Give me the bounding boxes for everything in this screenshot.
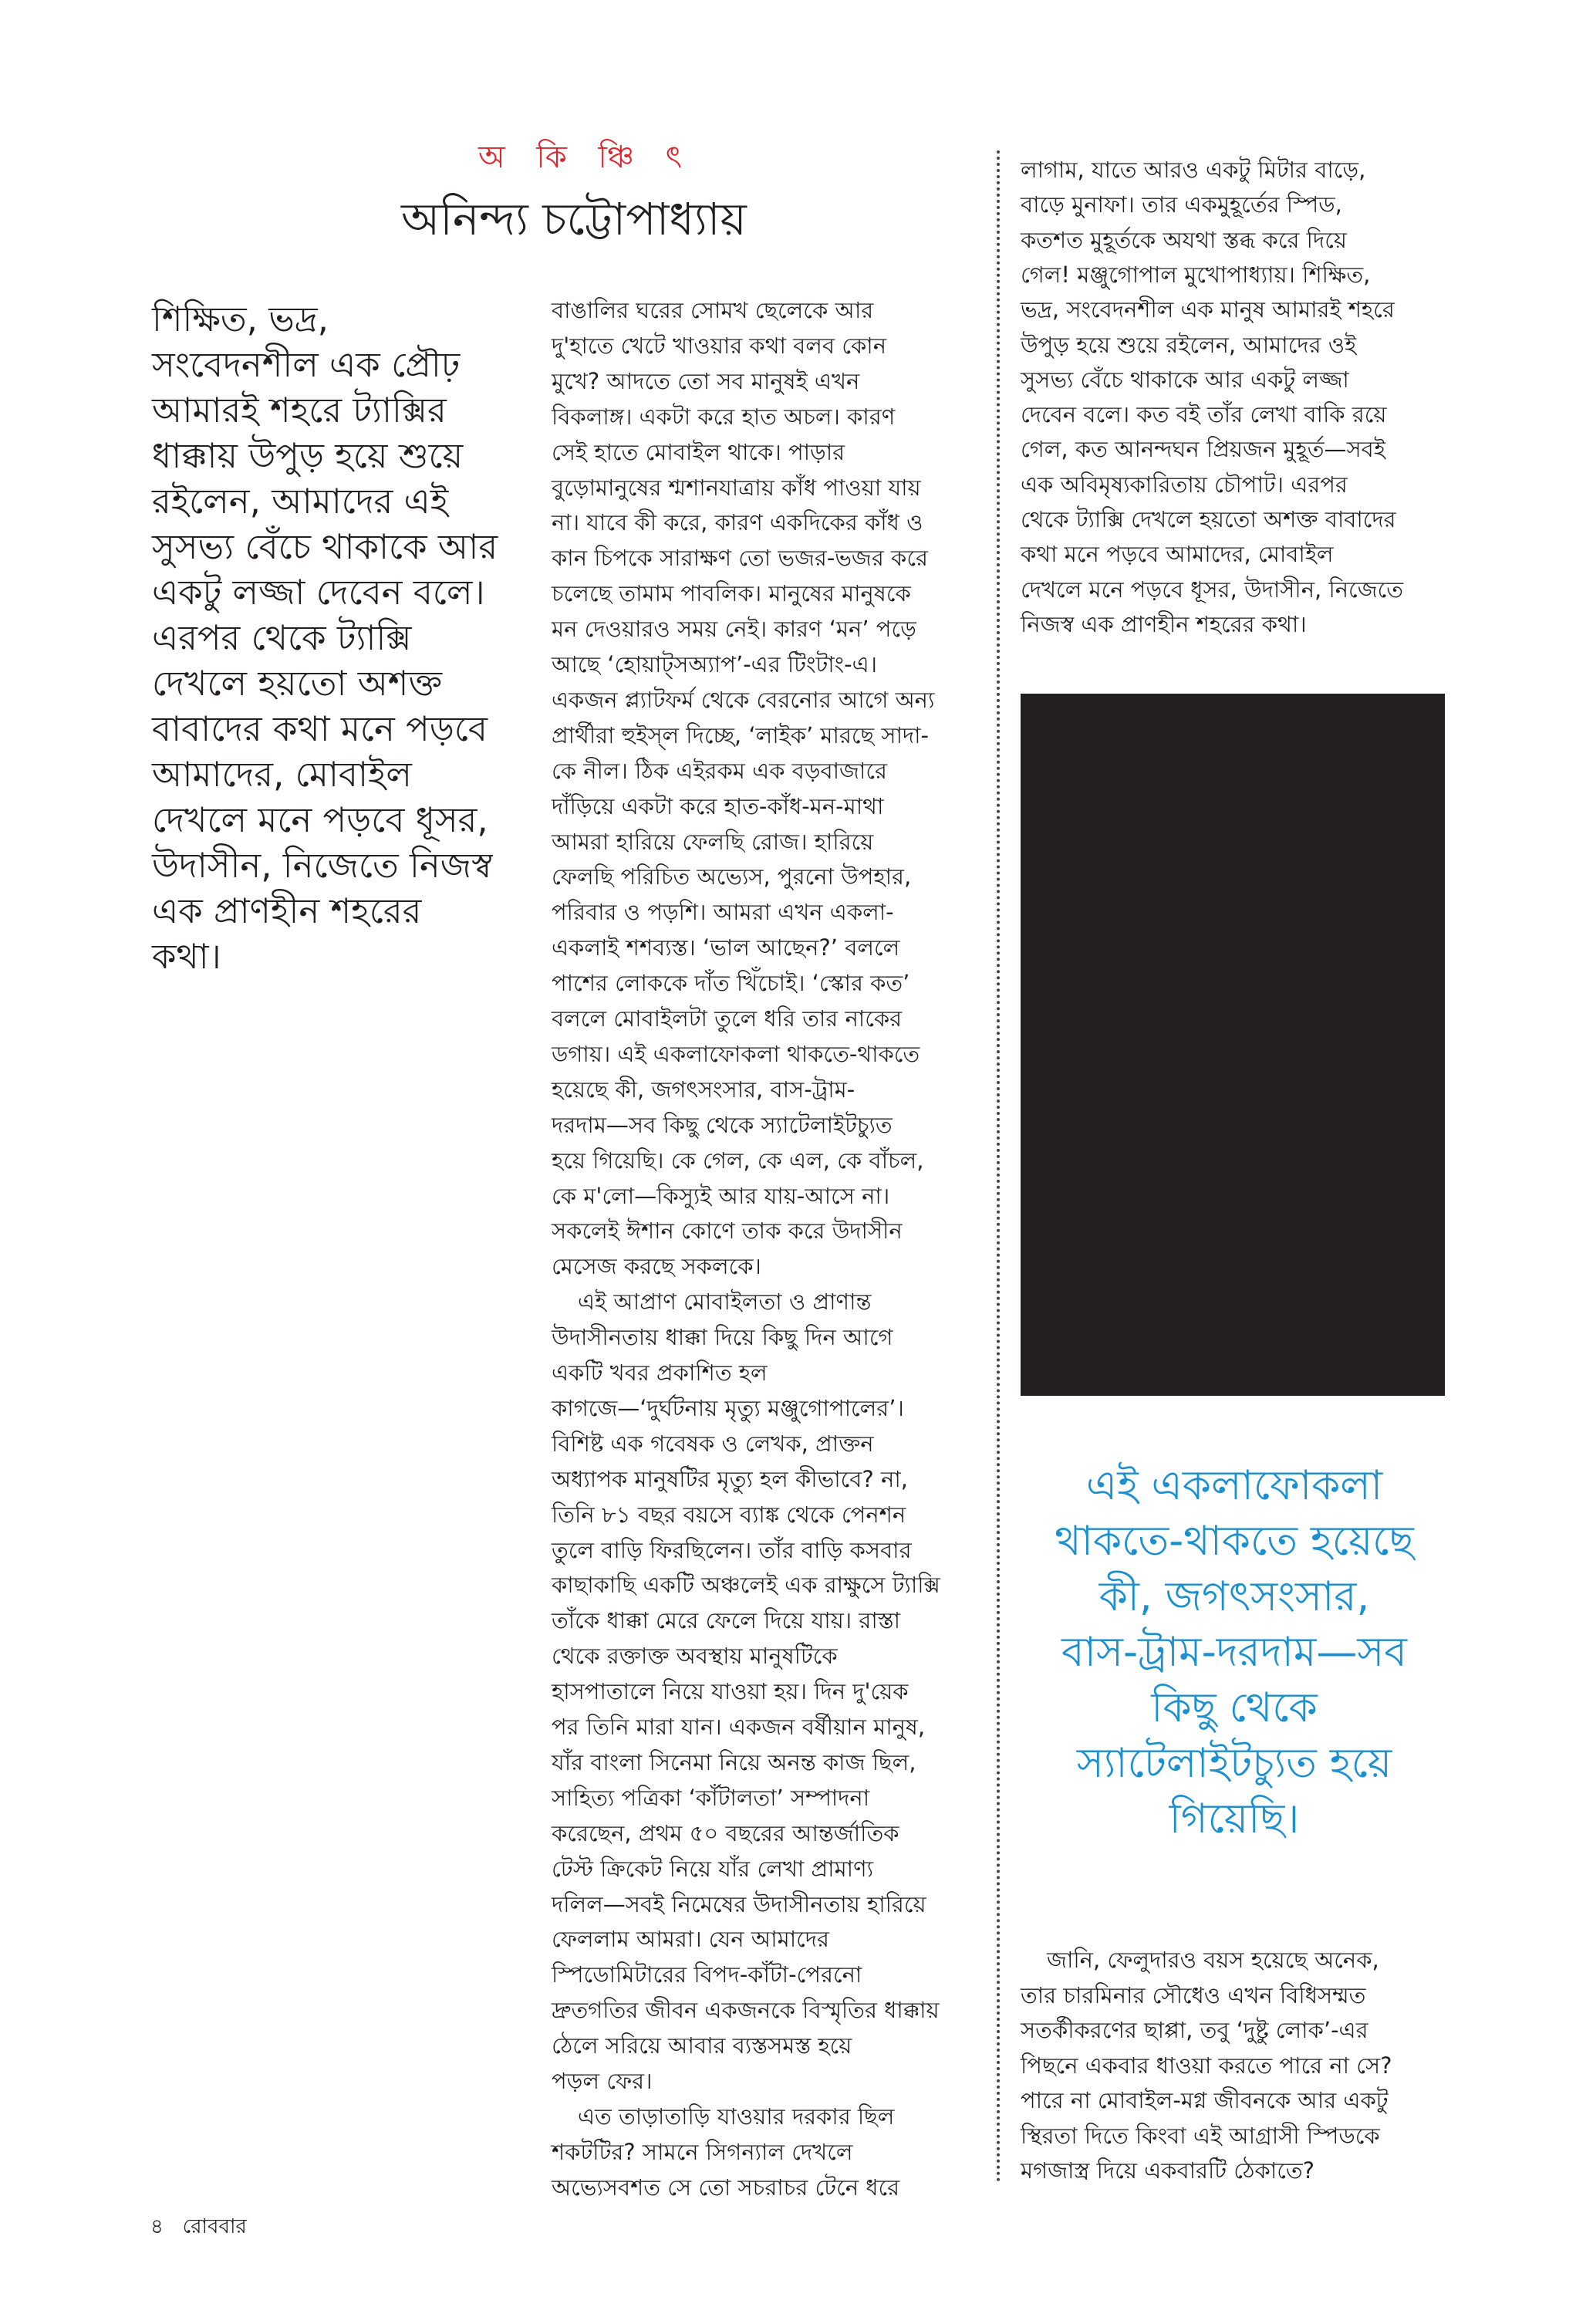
- text-line: স্যাটেলাইটচ্যুত হয়ে: [1076, 1740, 1392, 1787]
- photo-placeholder: [1021, 694, 1445, 1396]
- text-line: দেখলে মনে পড়বে ধূসর, উদাসীন, নিজেতে: [1021, 576, 1404, 603]
- text-line: এক অবিমৃষ্যকারিতায় চৌপাট। এরপর: [1021, 471, 1348, 498]
- text-line: এই আপ্রাণ মোবাইলতা ও প্রাণান্ত: [578, 1289, 872, 1316]
- text-line: মেসেজ করছে সকলকে।: [552, 1253, 761, 1280]
- text-line: ধাক্কায় উপুড় হয়ে শুয়ে: [152, 435, 464, 476]
- text-line: ফেললাম আমরা। যেন আমাদের: [552, 1926, 829, 1953]
- text-line: পড়ল ফের।: [552, 2068, 653, 2094]
- text-line: জানি, ফেলুদারও বয়স হয়েছে অনেক,: [1047, 1947, 1379, 1973]
- text-line: ডগায়। এই একলাফোকলা থাকতে-থাকতে: [552, 1040, 920, 1067]
- text-line: পর তিনি মারা যান। একজন বর্ষীয়ান মানুষ,: [552, 1714, 926, 1740]
- text-line: লাগাম, যাতে আরও একটু মিটার বাড়ে,: [1021, 157, 1366, 183]
- text-line: কে ম'লো—কিস্যুই আর যায়-আসে না।: [552, 1182, 890, 1209]
- text-line: তুলে বাড়ি ফিরছিলেন। তাঁর বাড়ি কসবার: [552, 1536, 912, 1563]
- text-line: একটি খবর প্রকাশিত হল: [552, 1360, 768, 1386]
- text-line: মন দেওয়ারও সময় নেই। কারণ ‘মন’ পড়ে: [552, 616, 916, 643]
- text-line: দলিল—সবই নিমেষের উদাসীনতায় হারিয়ে: [552, 1890, 926, 1917]
- text-line: মুখে? আদতে তো সব মানুষই এখন: [552, 367, 860, 394]
- text-line: উদাসীন, নিজেতে নিজস্ব: [152, 845, 493, 886]
- text-line: তিনি ৮১ বছর বয়সে ব্যাঙ্ক থেকে পেনশন: [552, 1501, 906, 1528]
- text-line: এই একলাফোকলা: [1085, 1462, 1383, 1509]
- text-line: পাশের লোককে দাঁত খিঁচোই। ‘স্কোর কত’: [552, 970, 910, 997]
- page-footer: [150, 2211, 247, 2245]
- text-line: বাঙালির ঘরের সোমখ ছেলেকে আর: [552, 297, 874, 323]
- text-line: সুসভ্য বেঁচে থাকাকে আর একটু লজ্জা: [1021, 366, 1349, 393]
- text-line: কান চিপকে সারাক্ষণ তো ভজর-ভজর করে: [552, 545, 928, 572]
- text-line: আমরা হারিয়ে ফেলছি রোজ। হারিয়ে: [552, 828, 874, 855]
- text-line: কতশত মুহূর্তকে অযথা স্তব্ধ করে দিয়ে: [1021, 226, 1347, 253]
- text-line: দেখলে মনে পড়বে ধূসর,: [152, 799, 488, 840]
- text-line: ঠেলে সরিয়ে আবার ব্যস্তসমস্ত হয়ে: [552, 2032, 852, 2059]
- text-line: দু'হাতে খেটে খাওয়ার কথা বলব কোন: [552, 332, 887, 359]
- text-line: সংবেদনশীল এক প্রৌঢ়: [152, 344, 461, 385]
- text-line: গেল, কত আনন্দঘন প্রিয়জন মুহূর্ত—সবই: [1021, 436, 1385, 463]
- magazine-name: রোববার: [182, 2215, 247, 2238]
- text-line: এত তাড়াতাড়ি যাওয়ার দরকার ছিল: [578, 2103, 895, 2130]
- text-line: করেছেন, প্রথম ৫০ বছরের আন্তর্জাতিক: [552, 1819, 899, 1846]
- text-line: অভ্যেসবশত সে তো সচরাচর টেনে ধরে: [552, 2174, 900, 2201]
- text-line: কী, জগৎসংসার,: [1098, 1573, 1370, 1620]
- text-line: পরিবার ও পড়শি। আমরা এখন একলা-: [552, 899, 894, 926]
- text-line: প্রার্থীরা হুইস্‌ল দিচ্ছে, ‘লাইক’ মারছে সাদা-: [552, 721, 930, 748]
- text-line: অধ্যাপক মানুষটির মৃত্যু হল কীভাবে? না,: [552, 1465, 908, 1492]
- text-line: আমাদের, মোবাইল: [152, 754, 412, 795]
- text-line: টেস্ট ক্রিকেট নিয়ে যাঁর লেখা প্রামাণ্য: [552, 1855, 874, 1882]
- text-line: দরদাম—সব কিছু থেকে স্যাটেলাইটচ্যুত: [552, 1111, 893, 1138]
- text-line: একটু লজ্জা দেবেন বলে।: [152, 572, 485, 613]
- text-line: যাঁর বাংলা সিনেমা নিয়ে অনন্ত কাজ ছিল,: [552, 1748, 916, 1775]
- text-line: শকটটির? সামনে সিগন্যাল দেখলে: [552, 2138, 853, 2165]
- text-line: দাঁড়িয়ে একটা করে হাত-কাঁধ-মন-মাথা: [552, 792, 884, 819]
- text-line: সাহিত্য পত্রিকা ‘কাঁটালতা’ সম্পাদনা: [552, 1784, 870, 1811]
- text-line: বাস-ট্রাম-দরদাম—সব: [1061, 1629, 1407, 1676]
- text-line: উদাসীনতায় ধাক্কা দিয়ে কিছু দিন আগে: [552, 1324, 893, 1351]
- text-line: তার চারমিনার সৌধেও এখন বিধিসম্মত: [1021, 1981, 1366, 2008]
- column-kicker: অ কি ঞ্চি ৎ: [478, 140, 693, 175]
- text-line: থেকে ট্যাক্সি দেখলে হয়তো অশক্ত বাবাদের: [1021, 506, 1396, 532]
- text-line: দেবেন বলে। কত বই তাঁর লেখা বাকি রয়ে: [1021, 401, 1387, 428]
- text-line: বাড়ে মুনাফা। তার একমুহূর্তের স্পিড,: [1021, 191, 1342, 218]
- text-line: হয়ে গিয়েছি। কে গেল, কে এল, কে বাঁচল,: [552, 1147, 924, 1174]
- text-line: বিকলাঙ্গ। একটা করে হাত অচল। কারণ: [552, 403, 896, 430]
- text-line: বাবাদের কথা মনে পড়বে: [152, 708, 488, 749]
- text-line: বুড়োমানুষের শ্মশানযাত্রায় কাঁধ পাওয়া যায়: [552, 474, 921, 501]
- text-line: দ্রুতগতির জীবন একজনকে বিস্মৃতির ধাক্কায়: [552, 1997, 940, 2024]
- text-line: সতর্কীকরণের ছাপ্পা, তবু ‘দুষ্টু লোক’-এর: [1021, 2017, 1368, 2043]
- text-line: পিছনে একবার ধাওয়া করতে পারে না সে?: [1021, 2052, 1392, 2079]
- text-line: ফেলছি পরিচিত অভ্যেস, পুরনো উপহার,: [552, 863, 912, 890]
- text-line: শিক্ষিত, ভদ্র,: [152, 299, 329, 339]
- text-line: একলাই শশব্যস্ত। ‘ভাল আছেন?’ বললে: [552, 934, 900, 961]
- text-line: কিছু থেকে: [1151, 1684, 1318, 1731]
- text-line: আমারই শহরে ট্যাক্সির: [152, 390, 447, 431]
- text-line: কথা।: [152, 936, 221, 977]
- text-line: একজন প্ল্যাটফর্ম থেকে বেরনোর আগে অন্য: [552, 686, 935, 713]
- text-line: নিজস্ব এক প্রাণহীন শহরের কথা।: [1021, 610, 1307, 637]
- text-line: সকলেই ঈশান কোণে তাক করে উদাসীন: [552, 1218, 903, 1245]
- text-line: পারে না মোবাইল-মগ্ন জীবনকে আর একটু: [1021, 2087, 1389, 2113]
- text-line: সুসভ্য বেঁচে থাকাকে আর: [152, 526, 498, 567]
- text-line: হয়েছে কী, জগৎসংসার, বাস-ট্রাম-: [552, 1076, 855, 1103]
- text-line: থাকতে-থাকতে হয়েছে: [1055, 1518, 1414, 1565]
- text-line: সেই হাতে মোবাইল থাকে। পাড়ার: [552, 438, 845, 465]
- text-line: এরপর থেকে ট্যাক্সি: [152, 617, 412, 658]
- text-line: হাসপাতালে নিয়ে যাওয়া হয়। দিন দু'য়েক: [552, 1678, 909, 1705]
- text-line: চলেছে তামাম পাবলিক। মানুষের মানুষকে: [552, 580, 911, 607]
- text-line: দেখলে হয়তো অশক্ত: [152, 663, 443, 704]
- text-line: স্থিরতা দিতে কিংবা এই আগ্রাসী স্পিডকে: [1021, 2122, 1380, 2149]
- text-line: থেকে রক্তাক্ত অবস্থায় মানুষটিকে: [552, 1643, 838, 1670]
- page-number: ৪: [150, 2215, 164, 2238]
- text-line: কথা মনে পড়বে আমাদের, মোবাইল: [1021, 541, 1334, 568]
- text-line: তাঁকে ধাক্কা মেরে ফেলে দিয়ে যায়। রাস্তা: [552, 1607, 900, 1634]
- text-line: গেল! মঞ্জুগোপাল মুখোপাধ্যায়। শিক্ষিত,: [1021, 261, 1371, 288]
- text-line: রইলেন, আমাদের এই: [152, 481, 449, 522]
- text-line: বিশিষ্ট এক গবেষক ও লেখক, প্রাক্তন: [552, 1430, 874, 1457]
- text-line: না। যাবে কী করে, কারণ একদিকের কাঁধ ও: [552, 509, 923, 536]
- text-line: আছে ‘হোয়াট্সঅ্যাপ’-এর টিংটাং-এ।: [552, 651, 878, 677]
- text-line: গিয়েছি।: [1169, 1795, 1300, 1843]
- column-divider: [997, 150, 1000, 2184]
- text-line: উপুড় হয়ে শুয়ে রইলেন, আমাদের ওই: [1021, 331, 1357, 358]
- author-byline: অনিন্দ্য চট্টোপাধ্যায়: [401, 193, 747, 245]
- text-line: এক প্রাণহীন শহরের: [152, 890, 422, 931]
- text-line: ভদ্র, সংবেদনশীল এক মানুষ আমারই শহরে: [1021, 296, 1395, 323]
- text-line: কাগজে—‘দুর্ঘটনায় মৃত্যু মঞ্জুগোপালের’।: [552, 1394, 904, 1421]
- text-line: কাছাকাছি একটি অঞ্চলেই এক রাক্ষুসে ট্যাক্সি: [552, 1572, 940, 1599]
- text-line: বললে মোবাইলটা তুলে ধরি তার নাকের: [552, 1005, 903, 1032]
- text-line: স্পিডোমিটারের বিপদ-কাঁটা-পেরনো: [552, 1961, 862, 1988]
- text-line: কে নীল। ঠিক এইরকম এক বড়বাজারে: [552, 757, 888, 784]
- text-line: মগজাস্ত্র দিয়ে একবারটি ঠেকাতে?: [1021, 2157, 1315, 2184]
